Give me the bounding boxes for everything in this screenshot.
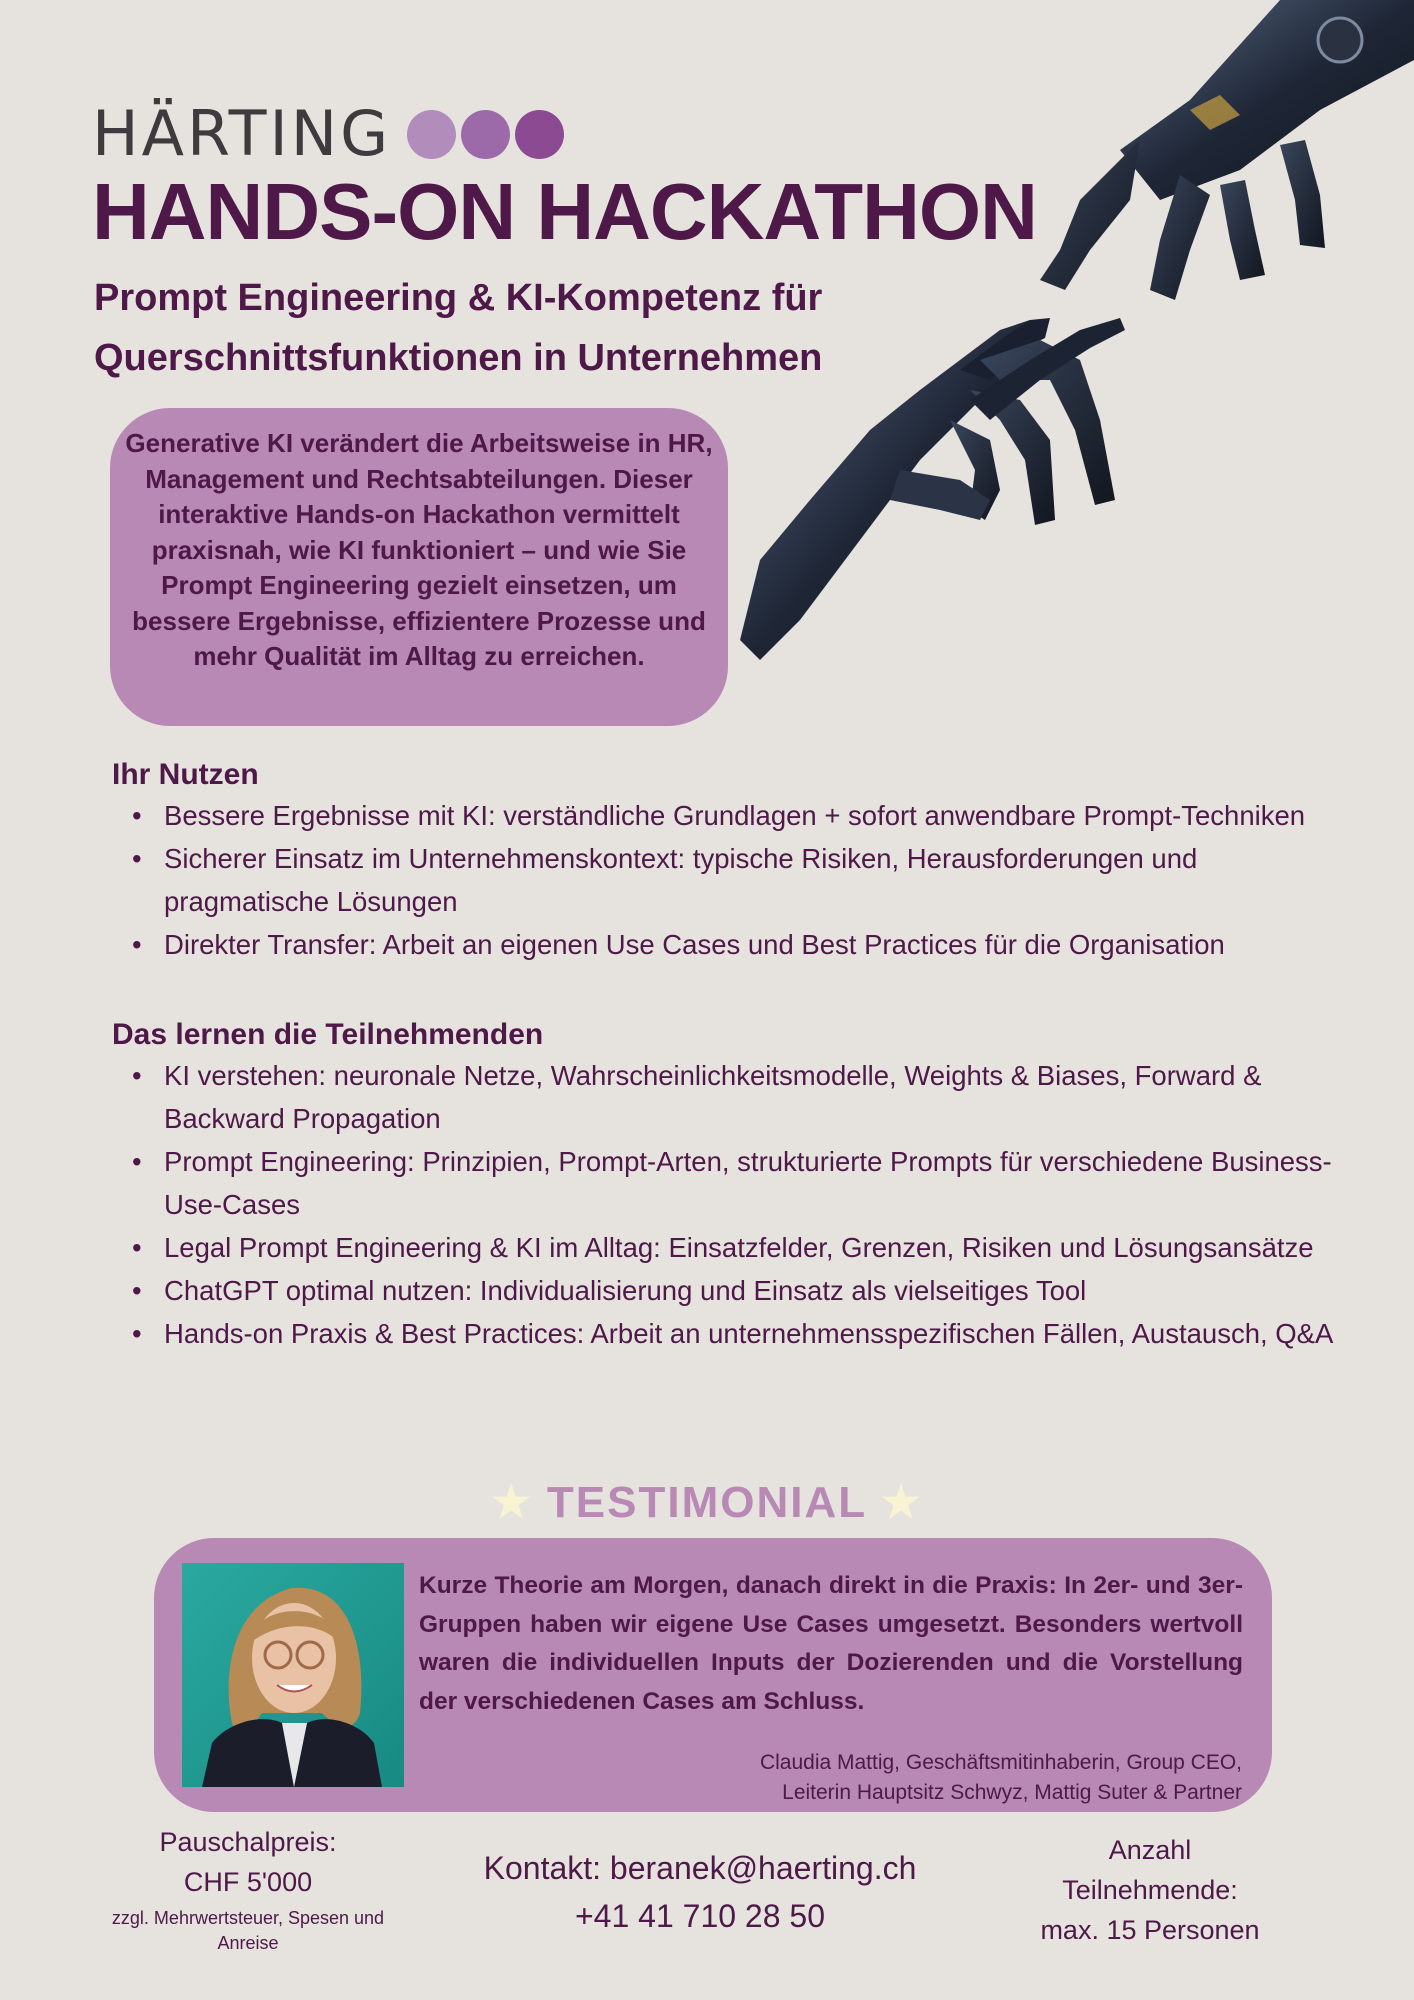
benefits-section [112,760,1362,966]
list-item: • ChatGPT optimal nutzen: Individualisierung und Einsatz als vielseitiges Tool [112,1269,1362,1312]
participants-info [1000,1830,1300,1950]
intro-box [110,408,728,726]
list-item: • Hands-on Praxis & Best Practices: Arbeit an unternehmensspezifischen Fällen, Austausch, Q&A [112,1312,1362,1355]
participants-line-2: Teilnehmende: [1062,1875,1238,1905]
testimonial-portrait [182,1563,404,1787]
testimonial-heading [0,1477,1414,1528]
logo-dot-dark [515,110,564,159]
author-line-2: Leiterin Hauptsitz Schwyz, Mattig Suter & Partner [782,1781,1242,1804]
contact-info [430,1844,970,1940]
upper-robot-hand [1040,0,1414,300]
haerting-logo [92,97,564,170]
subtitle-line-1: Prompt Engineering & KI-Kompetenz für [94,277,823,319]
subtitle-line-2: Querschnittsfunktionen in Unternehmen [94,337,823,379]
logo-dot-medium [461,110,510,159]
intro-text: Generative KI verändert die Arbeitsweise in HR, Management und Rechtsabteilungen. Dieser interaktive Hands-on Hackathon vermittelt praxisnah, wie KI funktioniert – und wie Sie Prompt Engineering gezielt einsetzen, um bessere Ergebnisse, effizientere Prozesse und mehr Qualität im Alltag zu erreichen. [125,428,713,671]
learnings-section [112,1020,1362,1355]
list-item: • Legal Prompt Engineering & KI im Alltag: Einsatzfelder, Grenzen, Risiken und Lösungsansätze [112,1226,1362,1269]
list-item: • KI verstehen: neuronale Netze, Wahrscheinlichkeitsmodelle, Weights & Biases, Forward & Backward Propagation [112,1054,1362,1140]
testimonial-heading-text: TESTIMONIAL [546,1478,868,1527]
price-label: Pauschalpreis: [159,1827,337,1857]
price-note: zzgl. Mehrwertsteuer, Spesen und Anreise [111,1908,385,1953]
logo-text: HÄRTING [92,97,392,170]
testimonial-quote: Kurze Theorie am Morgen, danach direkt in die Praxis: In 2er- und 3er-Gruppen haben wir eigene Use Cases umgesetzt. Besonders wertvoll waren die individuellen Inputs der Dozierenden und die Vorstellung der verschiedenen Cases am Schluss. [419,1572,1243,1715]
price-value: CHF 5'000 [183,1867,313,1897]
benefits-title: Ihr Nutzen [112,758,259,791]
author-line-1: Claudia Mattig, Geschäftsmitinhaberin, Group CEO, [759,1751,1242,1774]
star-icon: ★ [491,1478,533,1527]
star-icon: ★ [881,1478,923,1527]
contact-email[interactable]: Kontakt: beranek@haerting.ch [483,1850,917,1886]
price-info [88,1822,408,1956]
benefits-list [112,794,1362,966]
page-subtitle [94,268,954,388]
logo-dot-light [407,110,456,159]
list-item: • Sicherer Einsatz im Unternehmenskontext: typische Risiken, Herausforderungen und pragmatische Lösungen [112,837,1362,923]
participants-line-1: Anzahl [1108,1835,1192,1865]
learnings-list [112,1054,1362,1355]
page-title: HANDS-ON HACKATHON [92,167,1037,256]
learnings-title: Das lernen die Teilnehmenden [112,1018,544,1051]
logo-dots [407,110,564,159]
participants-line-3: max. 15 Personen [1040,1915,1260,1945]
list-item: • Prompt Engineering: Prinzipien, Prompt-Arten, strukturierte Prompts für verschiedene Business-Use-Cases [112,1140,1362,1226]
testimonial-author [560,1748,1242,1808]
list-item: • Direkter Transfer: Arbeit an eigenen Use Cases und Best Practices für die Organisation [112,923,1362,966]
list-item: • Bessere Ergebnisse mit KI: verständliche Grundlagen + sofort anwendbare Prompt-Techniken [112,794,1362,837]
contact-phone[interactable]: +41 41 710 28 50 [574,1898,825,1934]
